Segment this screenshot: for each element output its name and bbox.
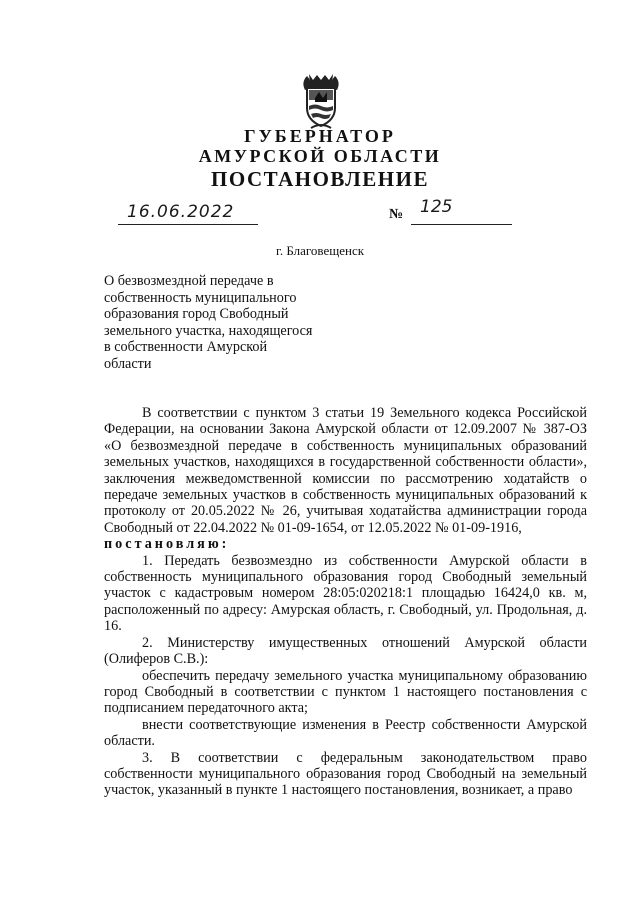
clause-2: 2. Министерству имущественных отношений Амурской области (Олиферов С.В.): bbox=[104, 634, 587, 668]
clause-2-point-a: обеспечить передачу земельного участка муниципальному образованию город Свободный в соответствии с пунктом 1 настоящего постановления с подписанием передаточного акта; bbox=[104, 667, 587, 717]
header-decree-title: ПОСТАНОВЛЕНИЕ bbox=[211, 167, 429, 191]
decree-subject bbox=[104, 273, 334, 372]
preamble-paragraph: В соответствии с пунктом 3 статьи 19 Земельного кодекса Российской Федерации, на основании Закона Амурской области от 12.09.2007 № 387-ОЗ «О безвозмездной передаче в собственность муниципальных образований земельных участков, находящихся в государственной собственности области», заключения межведомственной комиссии по рассмотрению ходатайств о передаче земельных участков в собственность муниципальных образований к протоколу от 20.05.2022 № 26, учитывая ходатайства администрации города Свободный от 22.04.2022 № 01-09-1654, от 12.05.2022 № 01-09-1916, bbox=[104, 405, 587, 536]
date-underline bbox=[118, 224, 258, 225]
subject-line: О безвозмездной передаче в bbox=[104, 273, 274, 289]
subject-line: собственность муниципального bbox=[104, 289, 297, 306]
clause-3: 3. В соответствии с федеральным законодательством право собственности муниципального образования город Свободный на земельный участок, указанный в пункте 1 настоящего постановления, возникает, а право bbox=[104, 749, 587, 799]
handwritten-date: 16.06.2022 bbox=[127, 202, 235, 222]
number-underline bbox=[411, 224, 512, 225]
decree-word: постановляю: bbox=[104, 536, 230, 553]
subject-line: образования город Свободный bbox=[104, 306, 289, 322]
clause-2-point-b: внести соответствующие изменения в Реестр собственности Амурской области. bbox=[104, 716, 587, 750]
header-region: АМУРСКОЙ ОБЛАСТИ bbox=[198, 146, 442, 166]
header-governor: ГУБЕРНАТОР bbox=[244, 126, 396, 146]
decree-body bbox=[104, 405, 587, 799]
subject-line: земельного участка, находящегося bbox=[104, 322, 313, 339]
number-label: № bbox=[389, 207, 404, 222]
subject-line: области bbox=[104, 355, 152, 372]
city-name: г. Благовещенск bbox=[275, 243, 365, 258]
handwritten-number: 125 bbox=[420, 197, 453, 217]
subject-line: в собственности Амурской bbox=[104, 339, 268, 355]
coat-of-arms-emblem bbox=[297, 70, 345, 130]
clause-1: 1. Передать безвозмездно из собственности Амурской области в собственность муниципального образования город Свободный земельный участок с кадастровым номером 28:05:020218:1 площадью 16424,0 кв. м, расположенный по адресу: Амурская область, г. Свободный, ул. Продольная, д. 16. bbox=[104, 552, 587, 635]
